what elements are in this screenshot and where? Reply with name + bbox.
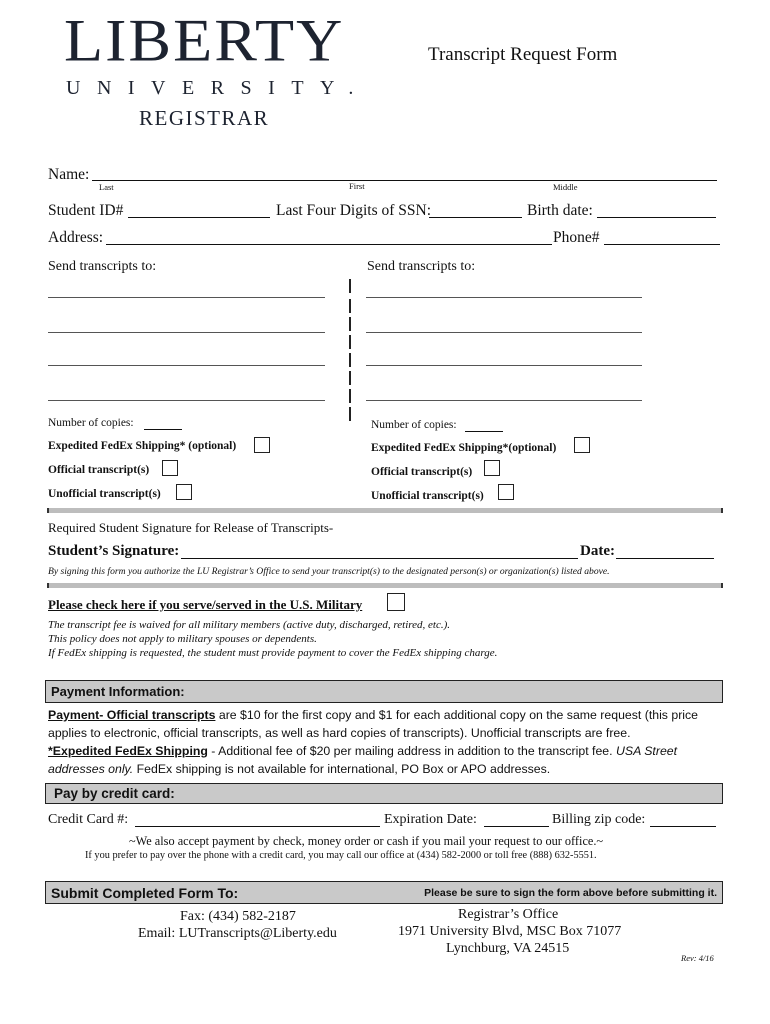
left-official-checkbox[interactable] [162,460,178,476]
name-first-label: First [349,181,365,191]
column-divider [349,389,351,403]
payment-header: Payment Information: [51,684,185,699]
left-copies-label: Number of copies: [48,417,134,429]
left-unofficial-label: Unofficial transcript(s) [48,488,161,500]
right-send-to-label: Send transcripts to: [367,259,476,274]
left-expedited-checkbox[interactable] [254,437,270,453]
section-divider [47,583,723,588]
submit-reminder: Please be sure to sign the form above before submitting it. [424,887,717,899]
expiration-label: Expiration Date: [384,812,477,827]
left-address-line-2[interactable] [48,332,325,333]
student-id-label: Student ID# [48,202,124,219]
right-unofficial-label: Unofficial transcript(s) [371,490,484,502]
birth-date-label: Birth date: [527,202,593,219]
ssn-label: Last Four Digits of SSN: [276,202,432,219]
address-field[interactable] [106,244,552,245]
signature-field[interactable] [181,558,578,559]
right-official-label: Official transcript(s) [371,466,473,478]
name-field[interactable] [92,180,717,181]
left-address-line-4[interactable] [48,400,325,401]
payment-official-text: are $10 for the first copy and $1 for each additional copy on the same request (this price [215,708,699,722]
column-divider [349,371,351,385]
left-official-label: Official transcript(s) [48,464,150,476]
expiration-field[interactable] [484,826,549,827]
payment-official-label: Payment- Official transcripts [48,708,216,722]
submit-email: Email: LUTranscripts@Liberty.edu [138,926,337,941]
phone-label: Phone# [553,229,600,246]
left-address-line-3[interactable] [48,365,325,366]
signature-label: Student’s Signature: [48,543,180,559]
student-id-field[interactable] [128,217,270,218]
right-address-line-4[interactable] [366,400,642,401]
military-label: Please check here if you serve/served in the U.S. Military [48,597,363,612]
submit-office: Registrar’s Office [458,907,559,922]
left-copies-field[interactable] [144,429,182,430]
right-address-line-1[interactable] [366,297,642,298]
billing-zip-field[interactable] [650,826,716,827]
payment-header-box [45,680,723,703]
submit-header-box [45,881,723,904]
military-note-3: If FedEx shipping is requested, the student must provide payment to cover the FedEx shipping charge. [48,647,498,659]
submit-city: Lynchburg, VA 24515 [446,941,570,956]
right-address-line-2[interactable] [366,332,642,333]
left-unofficial-checkbox[interactable] [176,484,192,500]
column-divider [349,279,351,293]
ssn-field[interactable] [429,217,522,218]
right-copies-label: Number of copies: [371,419,457,431]
payment-fedex-note: FedEx shipping is not available for international, PO Box or APO addresses. [133,762,551,776]
page-title: Transcript Request Form [428,44,618,65]
payment-expedited-text: - Additional fee of $20 per mailing address in addition to the transcript fee. [207,744,616,758]
birth-date-field[interactable] [597,217,716,218]
column-divider [349,299,351,313]
submit-header: Submit Completed Form To: [51,885,239,901]
military-checkbox[interactable] [387,593,405,611]
payment-usa-only: USA Street [615,744,678,758]
payment-paragraph-2 [48,744,677,758]
signature-date-field[interactable] [616,558,714,559]
column-divider [349,407,351,421]
section-divider [47,508,723,513]
payment-expedited-label: *Expedited FedEx Shipping [48,744,208,758]
left-address-line-1[interactable] [48,297,325,298]
payment-paragraph-1b: applies to electronic, official transcripts, as well as hard copies of transcripts). Unofficial transcripts are free. [48,726,631,740]
column-divider [349,335,351,349]
signature-note: By signing this form you authorize the LU Registrar’s Office to send your transcript(s) to the designated person(s) or organization(s) listed above. [48,566,610,577]
liberty-logo: LIBERTY [64,6,345,74]
military-note-2: This policy does not apply to military spouses or dependents. [48,633,317,645]
payment-usa-only-2: addresses only. [48,762,134,776]
payment-paragraph-2b [48,762,550,776]
address-label: Address: [48,229,104,246]
submit-fax: Fax: (434) 582-2187 [180,909,296,924]
name-last-label: Last [99,182,114,192]
left-send-to-label: Send transcripts to: [48,259,157,274]
right-expedited-checkbox[interactable] [574,437,590,453]
billing-zip-label: Billing zip code: [552,812,646,827]
right-expedited-label: Expedited FedEx Shipping*(optional) [371,442,557,454]
column-divider [349,317,351,331]
column-divider [349,353,351,367]
phone-field[interactable] [604,244,720,245]
name-middle-label: Middle [553,182,578,192]
logo-registrar: REGISTRAR [139,106,270,130]
credit-header: Pay by credit card: [54,786,175,801]
credit-note-2: If you prefer to pay over the phone with a credit card, you may call our office at (434) 582-2000 or toll free (888) 632-5551. [85,850,597,861]
submit-street: 1971 University Blvd, MSC Box 71077 [398,924,622,939]
signature-required-label: Required Student Signature for Release of Transcripts- [48,520,334,535]
right-official-checkbox[interactable] [484,460,500,476]
credit-note-1: ~We also accept payment by check, money order or cash if you mail your request to our office.~ [129,834,604,848]
right-address-line-3[interactable] [366,365,642,366]
payment-paragraph-1 [48,708,698,722]
name-label: Name: [48,166,90,183]
logo-university: UNIVERSITY. [66,77,370,99]
military-note-1: The transcript fee is waived for all military members (active duty, discharged, retired, etc.). [48,619,451,631]
left-expedited-label: Expedited FedEx Shipping* (optional) [48,440,237,452]
credit-card-label: Credit Card #: [48,812,129,827]
credit-header-box [45,783,723,804]
right-copies-field[interactable] [465,431,503,432]
signature-date-label: Date: [580,543,615,559]
revision-label: Rev: 4/16 [681,953,714,963]
right-unofficial-checkbox[interactable] [498,484,514,500]
credit-card-field[interactable] [135,826,380,827]
